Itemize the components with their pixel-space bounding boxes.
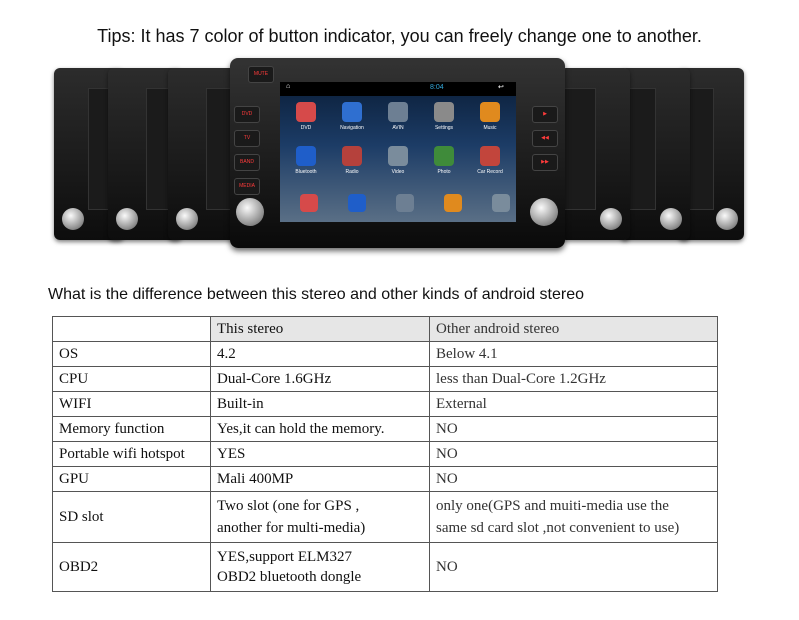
row-feature: Portable wifi hotspot xyxy=(53,442,211,467)
app-settings xyxy=(422,102,466,131)
table-row xyxy=(53,392,718,417)
row-other-stereo: External xyxy=(430,392,718,417)
dvd-button: DVD xyxy=(234,106,260,123)
app-label: DVD xyxy=(300,125,312,131)
row-feature: OS xyxy=(53,342,211,367)
row-other-stereo: NO xyxy=(430,417,718,442)
status-bar xyxy=(280,82,516,96)
stereo-unit-right-3 xyxy=(560,68,630,240)
app-car-record xyxy=(468,146,512,175)
next-button: ▶▶ xyxy=(532,154,558,171)
row-feature: WIFI xyxy=(53,392,211,417)
navigation-icon xyxy=(342,102,362,122)
dock-icon xyxy=(396,194,414,212)
photo-icon xyxy=(434,146,454,166)
car-record-icon xyxy=(480,146,500,166)
band-button: BAND xyxy=(234,154,260,171)
stereo-main-unit xyxy=(230,58,565,248)
table-header-row xyxy=(53,317,718,342)
row-this-stereo xyxy=(211,492,430,543)
volume-knob xyxy=(236,198,264,226)
row-other-stereo: NO xyxy=(430,467,718,492)
tune-knob xyxy=(530,198,558,226)
music-icon xyxy=(480,102,500,122)
row-other-stereo: Below 4.1 xyxy=(430,342,718,367)
media-button: MEDIA xyxy=(234,178,260,195)
mute-button: MUTE xyxy=(248,66,274,83)
row-feature: SD slot xyxy=(53,492,211,543)
row-other-stereo-line: same sd card slot ,not convenient to use) xyxy=(436,520,680,536)
row-other-stereo-line: only one(GPS and muiti-media use the xyxy=(436,498,669,514)
table-row xyxy=(53,342,718,367)
dock-icon xyxy=(348,194,366,212)
prev-button: ◀◀ xyxy=(532,130,558,147)
back-icon: ↩ xyxy=(498,84,504,91)
tv-button: TV xyxy=(234,130,260,147)
app-label: Radio xyxy=(345,169,359,175)
row-other-stereo xyxy=(430,492,718,543)
app-radio xyxy=(330,146,374,175)
row-this-stereo: Yes,it can hold the memory. xyxy=(211,417,430,442)
row-feature: CPU xyxy=(53,367,211,392)
dock-icon xyxy=(492,194,510,212)
row-this-stereo: YES xyxy=(211,442,430,467)
table-row xyxy=(53,543,718,592)
bluetooth-icon xyxy=(296,146,316,166)
app-navigation xyxy=(330,102,374,131)
table-row xyxy=(53,442,718,467)
row-this-stereo: Mali 400MP xyxy=(211,467,430,492)
row-feature: GPU xyxy=(53,467,211,492)
avin-icon xyxy=(388,102,408,122)
home-icon: ⌂ xyxy=(286,83,291,90)
app-avin xyxy=(376,102,420,131)
app-label: Car Record xyxy=(477,169,503,175)
stereo-screen xyxy=(280,82,516,222)
app-label: AVIN xyxy=(392,125,404,131)
status-time: 8:04 xyxy=(430,84,444,91)
app-label: Bluetooth xyxy=(295,169,317,175)
app-dvd xyxy=(284,102,328,131)
app-photo xyxy=(422,146,466,175)
app-label: Settings xyxy=(434,125,454,131)
row-other-stereo: NO xyxy=(430,543,718,592)
dock-icon xyxy=(300,194,318,212)
row-this-stereo-line: OBD2 bluetooth dongle xyxy=(217,569,362,585)
app-bluetooth xyxy=(284,146,328,175)
dock-icon xyxy=(444,194,462,212)
app-label: Video xyxy=(391,169,405,175)
table-row xyxy=(53,467,718,492)
table-row xyxy=(53,417,718,442)
row-feature: OBD2 xyxy=(53,543,211,592)
header-other-stereo: Other android stereo xyxy=(430,317,718,342)
dvd-icon xyxy=(296,102,316,122)
row-this-stereo: 4.2 xyxy=(211,342,430,367)
radio-icon xyxy=(342,146,362,166)
table-row xyxy=(53,367,718,392)
row-this-stereo xyxy=(211,543,430,592)
stereo-product-photo xyxy=(50,56,750,256)
header-this-stereo: This stereo xyxy=(211,317,430,342)
app-label: Navigation xyxy=(340,125,364,131)
row-this-stereo-line: YES,support ELM327 xyxy=(217,549,352,565)
playpause-button: ▶ xyxy=(532,106,558,123)
app-music xyxy=(468,102,512,131)
tips-text: Tips: It has 7 color of button indicator, you can freely change one to another. xyxy=(97,26,702,46)
row-this-stereo-line: another for multi-media) xyxy=(217,520,366,536)
row-this-stereo-line: Two slot (one for GPS , xyxy=(217,498,360,514)
settings-icon xyxy=(434,102,454,122)
comparison-table xyxy=(52,316,718,592)
table-row xyxy=(53,492,718,543)
app-video xyxy=(376,146,420,175)
video-icon xyxy=(388,146,408,166)
row-this-stereo: Built-in xyxy=(211,392,430,417)
header-feature xyxy=(53,317,211,342)
row-feature: Memory function xyxy=(53,417,211,442)
row-other-stereo: less than Dual-Core 1.2GHz xyxy=(430,367,718,392)
row-other-stereo: NO xyxy=(430,442,718,467)
app-label: Photo xyxy=(437,169,451,175)
stereo-unit-right-2 xyxy=(620,68,690,240)
app-label: Music xyxy=(483,125,497,131)
row-this-stereo: Dual-Core 1.6GHz xyxy=(211,367,430,392)
comparison-question: What is the difference between this stereo and other kinds of android stereo xyxy=(48,286,585,303)
